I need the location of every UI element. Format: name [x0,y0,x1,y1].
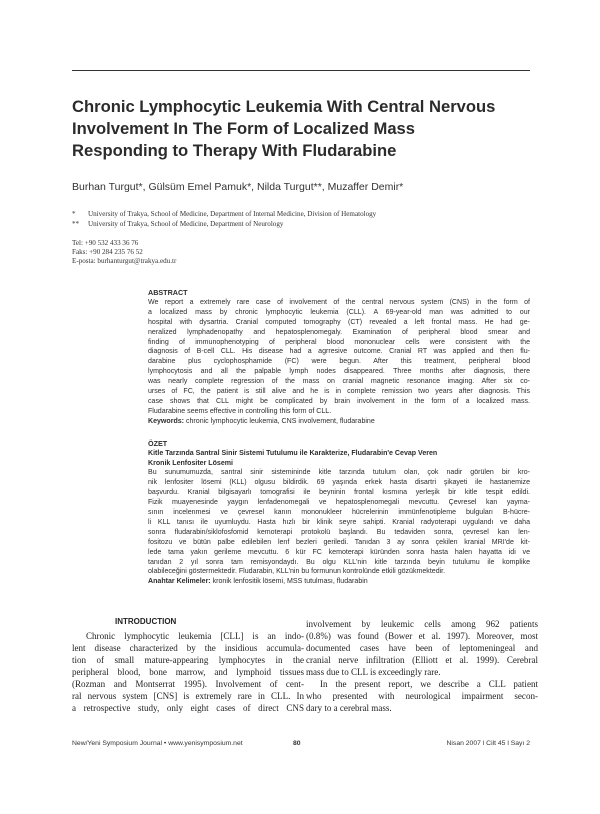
abstract-block [148,288,530,587]
title-line: Responding to Therapy With Fludarabine [72,141,397,160]
contact-info [72,239,372,267]
body-column-right [306,618,538,714]
article-title [72,96,532,162]
affiliations [72,210,532,229]
author-list: Burhan Turgut*, Gülsüm Emel Pamuk*, Nilda Turgut**, Muzaffer Demir* [72,181,404,193]
affiliation-mark: * [72,210,76,218]
body-line: In the present report, we describe a CLL patient [320,679,538,690]
ozet-line: lede tama yakın gerileme mevcuttu. 6 kür FC kemoterapi küründen sonra hasta halen hayatta idi ve [148,548,530,556]
affiliation-item [72,220,532,230]
abstract-line: finding of immunophenotyping of peripheral blood mononuclear cells were consistent with the [148,338,530,346]
contact-fax: Faks: +90 284 235 76 52 [72,248,143,257]
ozet-keywords-label: Anahtar Kelimeler: [148,578,211,586]
ozet-title-line: Kitle Tarzında Santral Sinir Sistemi Tutulumu ile Karakterize, Fludarabin'e Cevap Veren [148,449,438,457]
ozet-heading: ÖZET [148,438,168,448]
ozet-line: Bu sunumumuzda, santral sinir sistemininde kitle tarzında tutulum olan, çok nadir görülen bir kro- [148,469,530,477]
top-rule [72,70,530,71]
ozet-keywords [148,577,530,587]
ozet-line: başvurdu. Kranial bilgisayarlı tomografisi ile beyninin frontal kısmına yerleşik bir kitle tespit edildi. [148,489,530,497]
body-line: mass due to CLL is exceedingly rare. [306,667,441,678]
abstract-line: case shows that CLL might be complicated by brain involvement in the form of a localized mass. [148,397,530,405]
ozet-keywords-text: kronik lenfositik lösemi, MSS tutulması, fludarabin [210,578,368,586]
body-line: (Rozman and Montserrat 1995). Involvement of cent- [72,679,304,690]
body-line: tion of small mature-appearing lymphocytes in the [72,655,304,666]
abstract-line: neralized lymphadenopathy and hepatosplenomegaly. Examination of peripheral blood smear and [148,328,530,336]
ozet-line: nik lenfositer lösemi (KLL) olgusu bildirdik. 69 yaşında erkek hasta disartri şikayeti ile hastanemize [148,479,530,487]
body-line: cranial nerve infiltration (Elliott et al. 1999). Cerebral [306,655,538,666]
title-line: Involvement In The Form of Localized Mass [72,119,415,138]
body-line: lent disease characterized by the insidious accumula- [72,643,304,654]
abstract-line: Fludarabine seems effective in controlling this form of CLL. [148,407,332,415]
abstract-line: diagnosis of B-cell CLL. His disease had a agrresive outcome. Cranial RT was applied and then flu- [148,348,530,356]
ozet-line: tanıdan 2 yıl sonra tam remisyondaydı. Bu olgu KLL'nin kitle tarzında beyin tutulumu ile komplike [148,558,530,566]
keywords-label: Keywords: [148,417,185,425]
body-line: (0.8%) was found (Bower et al. 1997). Moreover, most [306,631,538,642]
contact-email: E-posta: burhanturgut@trakya.edu.tr [72,257,177,266]
abstract-keywords [148,417,530,427]
body-line: who presented with neurological impairment secon- [306,691,538,702]
abstract-line: hospital with dysartria. Cranial computed tomography (CT) revealed a left frontal mass. He had ge- [148,318,530,326]
abstract-heading: ABSTRACT [148,288,188,297]
body-line: a retrospective study, only eight cases of direct CNS [72,703,304,714]
title-line: Chronic Lymphocytic Leukemia With Central Nervous [72,97,496,116]
contact-phone: Tel: +90 532 433 36 76 [72,239,139,247]
ozet-line: fositozu ve bütün palbe edilebilen lenf bezleri geriledi. Tanıdan 3 ay sonra çekilen kranial MRI'de kit- [148,538,530,546]
body-line: documented cases have been of leptomeningeal and [306,643,538,654]
keywords-text: chronic lymphocytic leukemia, CNS involvement, fludarabine [184,417,375,425]
body-line: ral nervous system [CNS] is extremely rare in CLL. In [72,691,304,702]
ozet-line: olabileceğini göstermektedir. Fludarabin, KLL'nin bu formunun kontrolünde etkili gözükmektedir. [148,568,446,576]
body-column-left [72,630,304,714]
footer-issue: Nisan 2007 l Cilt 45 l Sayı 2 [446,740,530,747]
body-line: involvement by leukemic cells among 962 patients [306,619,538,629]
abstract-line: urses of FC, the patient is still alive and he is in complete remission two years after diagnosis. This [148,388,530,396]
footer-page-number: 80 [293,740,301,747]
footer-journal: New/Yeni Symposium Journal • www.yenisymposium.net [72,740,243,747]
ozet-title-line: Kronik Lenfositer Lösemi [148,459,233,467]
ozet-line: sının incelenmesi ve çevresel kanın mononukleer hücrelerinin immünfenotipleme bulguları B-hücre- [148,509,530,517]
affiliation-item [72,210,532,220]
body-line: peripheral blood, bone marrow, and lymphoid tissues [72,667,304,678]
body-line: Chronic lymphocytic leukemia [CLL] is an indo- [86,631,304,641]
body-line: dary to a cerebral mass. [306,703,392,714]
affiliation-text: University of Trakya, School of Medicine, Department of Internal Medicine, Division of Hematology [88,210,377,218]
abstract-line: We report a extremely rare case of involvement of the central nervous system (CNS) in the form of [148,298,530,306]
abstract-line: was nearly complete regression of the mass on cranial magnetic resonance imaging. After six co- [148,378,530,386]
ozet-line: sonra fludarabin/siklofosfomid kemoterapi protokolü başlandı. Bu tedaviden sonra, çevresel kan len- [148,528,530,536]
abstract-line: a localized mass by chronic lymphocytic leukemia (CLL). A 69-year-old man was admitted to our [148,308,530,316]
introduction-heading: INTRODUCTION [115,617,177,626]
ozet-line: li KLL tanısı ile uyumluydu. Hasta hızlı bir klinik seyre sahipti. Kranial radyoterapi uygulandı ve daha [148,518,530,526]
ozet-line: Fizik muayenesinde yaygın lenfadenomegali ve hepatosplenomegali mevcuttu. Çevresel kan yayma- [148,499,530,507]
affiliation-text: University of Trakya, School of Medicine, Department of Neurology [88,219,284,228]
affiliation-mark: ** [72,219,80,228]
abstract-line: darabine plus cyclophosphamide (FC) were begun. After this treatment, peripheral blood [148,358,530,366]
abstract-line: lymphocytosis and all the palpable lymph nodes disappeared. Three months after diagnosis, there [148,368,530,376]
